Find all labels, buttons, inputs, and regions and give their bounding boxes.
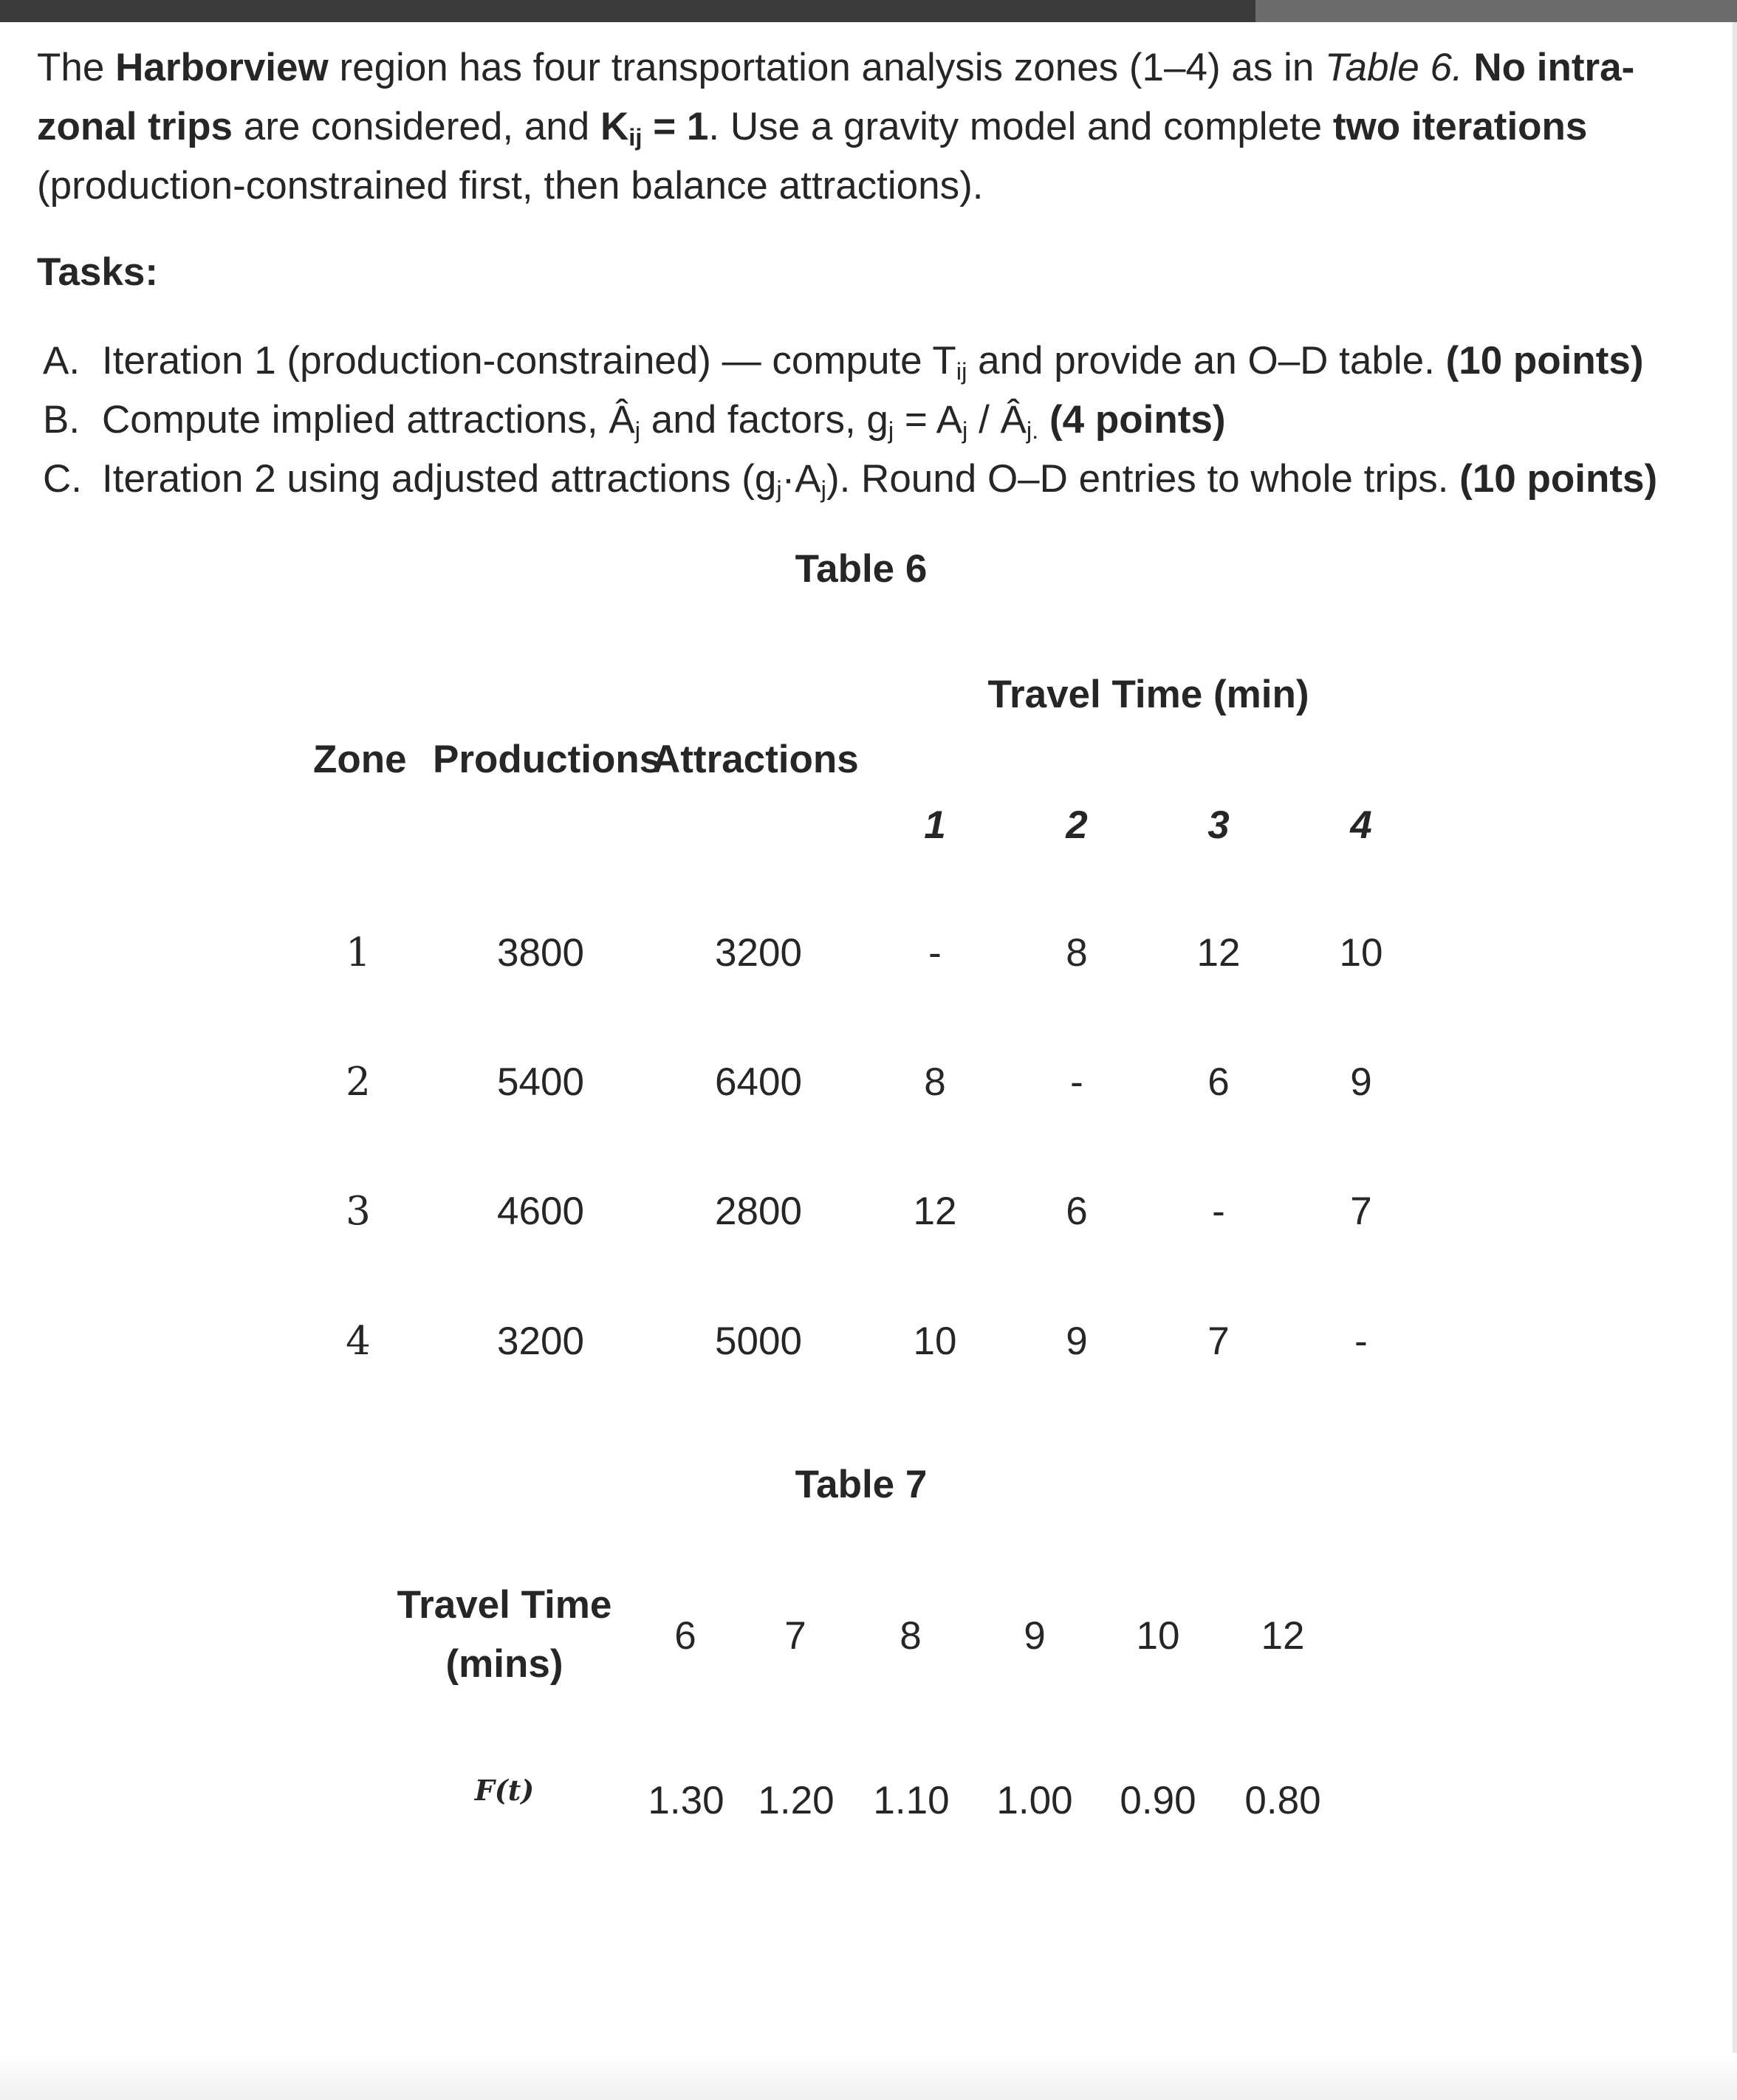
tasks-heading: Tasks:	[37, 250, 158, 294]
travel-time-label-line1: Travel Time	[397, 1583, 612, 1627]
row4-attractions: 5000	[715, 1320, 802, 1363]
row3-time-2: 6	[1066, 1190, 1088, 1233]
row3-time-4: 7	[1350, 1190, 1372, 1233]
dest-header-4: 4	[1350, 803, 1372, 847]
row2-time-4: 9	[1350, 1060, 1372, 1104]
dest-header-2: 2	[1066, 803, 1088, 847]
table7-time-10: 10	[1136, 1614, 1180, 1658]
row2-productions: 5400	[497, 1060, 584, 1104]
table6-caption: Table 6	[795, 547, 928, 591]
travel-time-header: Travel Time (min)	[987, 673, 1309, 716]
table-reference: Table 6.	[1325, 46, 1463, 89]
window-top-bar-segment	[1255, 0, 1737, 22]
table7-caption: Table 7	[795, 1463, 928, 1506]
row2-time-3: 6	[1207, 1060, 1230, 1104]
header-zone: Zone	[313, 738, 407, 781]
table7-time-7: 7	[784, 1614, 806, 1658]
row3-attractions: 2800	[715, 1190, 802, 1233]
table7-time-8: 8	[900, 1614, 922, 1658]
no-intrazonal-note: No intra-zonal trips	[37, 46, 1635, 148]
region-name: Harborview	[115, 46, 329, 89]
row3-time-3: -	[1212, 1190, 1225, 1233]
row1-time-2: 8	[1066, 931, 1088, 975]
row4-zone: 4	[346, 1319, 371, 1364]
header-productions: Productions	[433, 738, 662, 781]
iterations-note: two iterations	[1332, 105, 1588, 148]
f-t-label: F(t)	[474, 1774, 535, 1807]
table7-factor-9: 1.00	[996, 1779, 1073, 1822]
row2-attractions: 6400	[715, 1060, 802, 1104]
problem-intro: The Harborview region has four transportation analysis zones (1–4) as in Table 6. No intra-zonal trips are considered, and $K_{ij} = 1$. Use a gravity model and complete two iterations (production-constrained first, then balance attractions).	[37, 46, 1635, 207]
row3-productions: 4600	[497, 1190, 584, 1233]
row4-time-3: 7	[1207, 1320, 1230, 1363]
row1-time-1: -	[928, 931, 942, 975]
row1-time-4: 10	[1339, 931, 1383, 975]
dest-header-3: 3	[1207, 803, 1230, 847]
table7-time-9: 9	[1024, 1614, 1046, 1658]
row4-time-4: -	[1354, 1320, 1368, 1363]
k-factor: $K_{ij} = 1$	[600, 105, 709, 151]
row4-time-2: 9	[1066, 1320, 1088, 1363]
row4-productions: 3200	[497, 1320, 584, 1363]
page-bottom	[0, 2053, 1737, 2100]
table7-factor-6: 1.30	[648, 1779, 724, 1822]
table7-factor-8: 1.10	[873, 1779, 950, 1822]
row1-productions: 3800	[497, 931, 584, 975]
dest-header-1: 1	[924, 803, 946, 847]
row2-time-1: 8	[924, 1060, 946, 1104]
row1-time-3: 12	[1196, 931, 1241, 975]
task-a: A. Iteration 1 (production-constrained) — compute $T_{ij}$ and provide an O–D table. (10 points)	[43, 339, 1644, 385]
scroll-edge	[1733, 22, 1737, 2100]
table7-factor-12: 0.80	[1244, 1779, 1321, 1822]
row1-zone: 1	[346, 930, 371, 975]
task-b: B. Compute implied attractions, $Â_j$ and factors, $g_j = A_j$ / $Â_{j.}$ (4 points)	[43, 398, 1226, 445]
travel-time-label-line2: (mins)	[445, 1642, 563, 1686]
table7-factor-10: 0.90	[1120, 1779, 1196, 1822]
task-c: C. Iteration 2 using adjusted attractions $(g_j\cdot A_j)$. Round O–D entries to whole trips. (10 points)	[43, 457, 1658, 504]
row2-zone: 2	[346, 1060, 371, 1105]
table7-time-6: 6	[674, 1614, 696, 1658]
table7-time-12: 12	[1261, 1614, 1305, 1658]
row2-time-2: -	[1070, 1060, 1083, 1104]
row3-time-1: 12	[913, 1190, 957, 1233]
header-attractions: Attractions	[652, 738, 859, 781]
row4-time-1: 10	[913, 1320, 957, 1363]
row1-attractions: 3200	[715, 931, 802, 975]
table7-factor-7: 1.20	[758, 1779, 835, 1822]
row3-zone: 3	[346, 1189, 371, 1234]
